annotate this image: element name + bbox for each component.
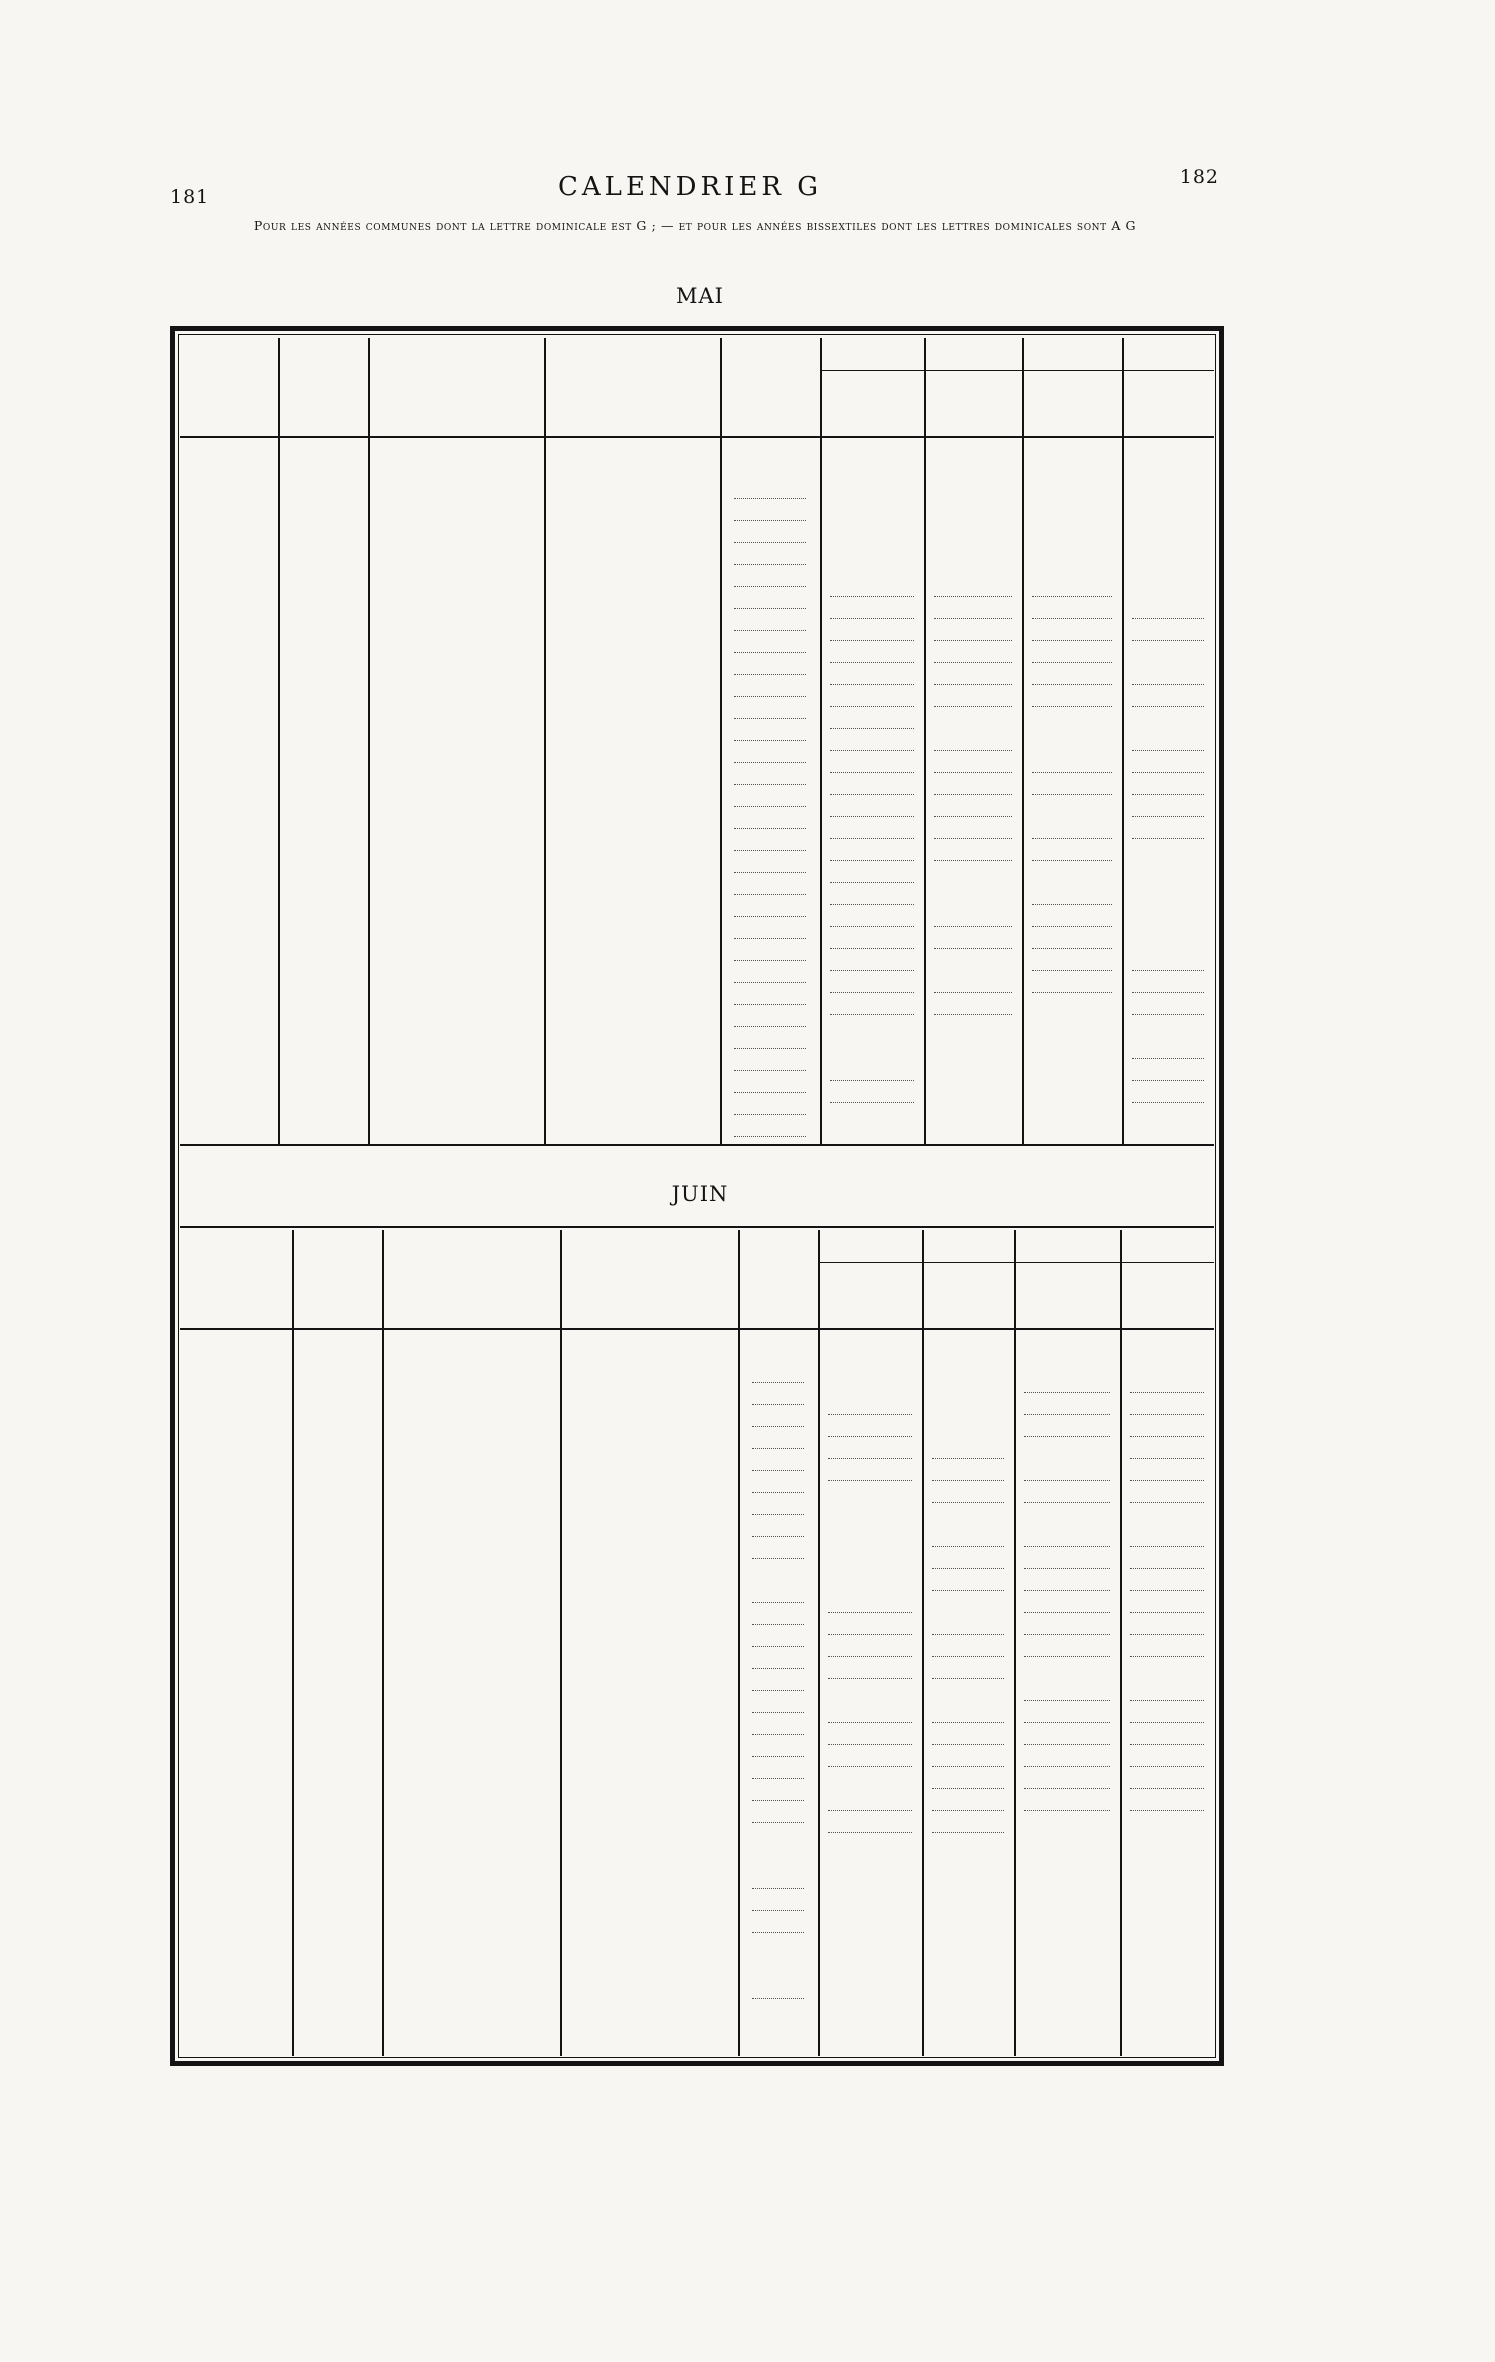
- dot-leader: [1130, 1634, 1204, 1635]
- dot-leader: [1130, 1810, 1204, 1811]
- dot-leader: [830, 1080, 914, 1081]
- dot-leader: [830, 970, 914, 971]
- dot-leader: [934, 662, 1012, 663]
- dot-leader: [1024, 1568, 1110, 1569]
- dot-leader: [1024, 1480, 1110, 1481]
- dot-leader: [1032, 684, 1112, 685]
- dot-leader: [1130, 1590, 1204, 1591]
- dot-leader: [734, 1048, 806, 1049]
- dot-leader: [734, 1070, 806, 1071]
- dot-leader: [932, 1502, 1004, 1503]
- dot-leader: [752, 1404, 804, 1405]
- divider: [180, 1144, 1214, 1146]
- dot-leader: [752, 1888, 804, 1889]
- dot-leader: [734, 894, 806, 895]
- dot-leader: [1032, 794, 1112, 795]
- dot-leader: [1024, 1810, 1110, 1811]
- dot-leader: [1024, 1656, 1110, 1657]
- dot-leader: [1032, 860, 1112, 861]
- dot-leader: [828, 1678, 912, 1679]
- dot-leader: [752, 1382, 804, 1383]
- dot-leader: [752, 1910, 804, 1911]
- dot-leader: [752, 1734, 804, 1735]
- dot-leader: [734, 564, 806, 565]
- dot-leader: [752, 1426, 804, 1427]
- dot-leader: [752, 1602, 804, 1603]
- table-row: [180, 1054, 1214, 1076]
- dot-leader: [1032, 596, 1112, 597]
- dot-leader: [1024, 1502, 1110, 1503]
- dot-leader: [830, 1014, 914, 1015]
- dot-leader: [1024, 1546, 1110, 1547]
- dot-leader: [752, 1448, 804, 1449]
- dot-leader: [734, 674, 806, 675]
- month-title-mai: MAI: [676, 284, 724, 308]
- table-row: [180, 460, 1214, 482]
- dot-leader: [1024, 1634, 1110, 1635]
- table-row: [180, 746, 1214, 768]
- table-row: [180, 1894, 1214, 1916]
- dot-leader: [934, 618, 1012, 619]
- table-row: [180, 504, 1214, 526]
- dot-leader: [828, 1832, 912, 1833]
- dot-leader: [1132, 1058, 1204, 1059]
- table-row: [180, 482, 1214, 504]
- dot-leader: [752, 1470, 804, 1471]
- dot-leader: [830, 948, 914, 949]
- dot-leader: [752, 1690, 804, 1691]
- header-rule: [820, 370, 1214, 371]
- dot-leader: [734, 960, 806, 961]
- divider: [180, 1226, 1214, 1228]
- dot-leader: [1024, 1788, 1110, 1789]
- dot-leader: [830, 750, 914, 751]
- dot-leader: [828, 1436, 912, 1437]
- table-row: [180, 1982, 1214, 2004]
- dot-leader: [752, 1756, 804, 1757]
- table-row: [180, 1454, 1214, 1476]
- dot-leader: [932, 1744, 1004, 1745]
- dot-leader: [830, 838, 914, 839]
- dot-leader: [1132, 838, 1204, 839]
- dot-leader: [828, 1480, 912, 1481]
- dot-leader: [1130, 1458, 1204, 1459]
- dot-leader: [1132, 1014, 1204, 1015]
- dot-leader: [830, 904, 914, 905]
- dot-leader: [934, 838, 1012, 839]
- table-mai: [180, 338, 1214, 1144]
- dot-leader: [1130, 1502, 1204, 1503]
- dot-leader: [734, 586, 806, 587]
- dot-leader: [830, 1102, 914, 1103]
- dot-leader: [1032, 662, 1112, 663]
- dot-leader: [934, 948, 1012, 949]
- table-row: [180, 1120, 1214, 1142]
- dot-leader: [1024, 1392, 1110, 1393]
- dot-leader: [734, 916, 806, 917]
- dot-leader: [828, 1458, 912, 1459]
- dot-leader: [734, 498, 806, 499]
- dot-leader: [1032, 838, 1112, 839]
- dot-leader: [734, 652, 806, 653]
- dot-leader: [734, 982, 806, 983]
- page-number-right: 182: [1179, 166, 1219, 188]
- table-row: [180, 878, 1214, 900]
- dot-leader: [1130, 1722, 1204, 1723]
- dot-leader: [752, 1514, 804, 1515]
- dot-leader: [1032, 926, 1112, 927]
- table-row: [180, 1366, 1214, 1388]
- dot-leader: [752, 1624, 804, 1625]
- dot-leader: [1130, 1744, 1204, 1745]
- dot-leader: [932, 1458, 1004, 1459]
- table-row: [180, 1032, 1214, 1054]
- dot-leader: [734, 718, 806, 719]
- dot-leader: [1032, 970, 1112, 971]
- header-rule: [818, 1262, 1214, 1263]
- dot-leader: [830, 794, 914, 795]
- dot-leader: [1130, 1568, 1204, 1569]
- table-row: [180, 548, 1214, 570]
- dot-leader: [1032, 904, 1112, 905]
- dot-leader: [752, 1668, 804, 1669]
- month-title-juin: JUIN: [671, 1182, 729, 1206]
- dot-leader: [734, 872, 806, 873]
- dot-leader: [932, 1634, 1004, 1635]
- dot-leader: [934, 1014, 1012, 1015]
- dot-leader: [828, 1414, 912, 1415]
- dot-leader: [734, 520, 806, 521]
- dot-leader: [1032, 618, 1112, 619]
- dot-leader: [830, 992, 914, 993]
- dot-leader: [1024, 1766, 1110, 1767]
- dot-leader: [1132, 1102, 1204, 1103]
- dot-leader: [1130, 1546, 1204, 1547]
- dot-leader: [1032, 706, 1112, 707]
- dot-leader: [1132, 706, 1204, 707]
- table-row: [180, 1344, 1214, 1366]
- table-row: [180, 1938, 1214, 1960]
- dot-leader: [1132, 992, 1204, 993]
- dot-leader: [1132, 750, 1204, 751]
- dot-leader: [752, 1646, 804, 1647]
- dot-leader: [1132, 970, 1204, 971]
- dot-leader: [934, 706, 1012, 707]
- dot-leader: [932, 1678, 1004, 1679]
- dot-leader: [932, 1546, 1004, 1547]
- dot-leader: [1132, 618, 1204, 619]
- table-row: [180, 1960, 1214, 1982]
- dot-leader: [830, 772, 914, 773]
- dot-leader: [828, 1634, 912, 1635]
- dot-leader: [934, 992, 1012, 993]
- dot-leader: [932, 1480, 1004, 1481]
- table-header: [180, 338, 1214, 438]
- dot-leader: [1130, 1436, 1204, 1437]
- dot-leader: [734, 1136, 806, 1137]
- dot-leader: [934, 684, 1012, 685]
- dot-leader: [1130, 1766, 1204, 1767]
- dot-leader: [1130, 1480, 1204, 1481]
- dot-leader: [828, 1744, 912, 1745]
- dot-leader: [752, 1998, 804, 1999]
- dot-leader: [1130, 1612, 1204, 1613]
- dot-leader: [828, 1810, 912, 1811]
- dot-leader: [830, 926, 914, 927]
- table-row: [180, 570, 1214, 592]
- dot-leader: [1032, 948, 1112, 949]
- dot-leader: [1130, 1788, 1204, 1789]
- dot-leader: [752, 1558, 804, 1559]
- dot-leader: [1024, 1700, 1110, 1701]
- dot-leader: [1032, 772, 1112, 773]
- dot-leader: [830, 882, 914, 883]
- dot-leader: [828, 1656, 912, 1657]
- dot-leader: [734, 608, 806, 609]
- dot-leader: [752, 1778, 804, 1779]
- page-subtitle: Pour les années communes dont la lettre dominicale est G ; — et pour les années bissextiles dont les lettres dominicales sont A G: [253, 218, 1137, 233]
- dot-leader: [830, 684, 914, 685]
- dot-leader: [734, 1092, 806, 1093]
- dot-leader: [1130, 1700, 1204, 1701]
- table-header: [180, 1230, 1214, 1330]
- table-row: [180, 1076, 1214, 1098]
- table-juin: [180, 1230, 1214, 2056]
- table-row: [180, 1674, 1214, 1696]
- dot-leader: [734, 938, 806, 939]
- dot-leader: [752, 1800, 804, 1801]
- dot-leader: [752, 1492, 804, 1493]
- dot-leader: [830, 816, 914, 817]
- dot-leader: [932, 1810, 1004, 1811]
- dot-leader: [734, 1114, 806, 1115]
- table-row: [180, 1850, 1214, 1872]
- dot-leader: [1032, 992, 1112, 993]
- dot-leader: [1024, 1722, 1110, 1723]
- dot-leader: [1130, 1392, 1204, 1393]
- dot-leader: [830, 860, 914, 861]
- dot-leader: [830, 640, 914, 641]
- dot-leader: [830, 728, 914, 729]
- dot-leader: [828, 1722, 912, 1723]
- table-row: [180, 1098, 1214, 1120]
- table-row: [180, 1828, 1214, 1850]
- dot-leader: [734, 1004, 806, 1005]
- dot-leader: [934, 926, 1012, 927]
- dot-leader: [830, 596, 914, 597]
- dot-leader: [734, 828, 806, 829]
- dot-leader: [1024, 1612, 1110, 1613]
- dot-leader: [1024, 1436, 1110, 1437]
- dot-leader: [932, 1766, 1004, 1767]
- dot-leader: [1132, 772, 1204, 773]
- table-row: [180, 724, 1214, 746]
- table-row: [180, 812, 1214, 834]
- dot-leader: [934, 816, 1012, 817]
- dot-leader: [934, 750, 1012, 751]
- dot-leader: [828, 1766, 912, 1767]
- dot-leader: [830, 618, 914, 619]
- dot-leader: [734, 696, 806, 697]
- dot-leader: [734, 630, 806, 631]
- dot-leader: [1024, 1414, 1110, 1415]
- dot-leader: [734, 806, 806, 807]
- dot-leader: [934, 772, 1012, 773]
- table-row: [180, 1520, 1214, 1542]
- dot-leader: [1132, 1080, 1204, 1081]
- dot-leader: [932, 1832, 1004, 1833]
- table-row: [180, 1916, 1214, 1938]
- dot-leader: [1032, 640, 1112, 641]
- dot-leader: [934, 794, 1012, 795]
- dot-leader: [932, 1722, 1004, 1723]
- dot-leader: [1132, 816, 1204, 817]
- dot-leader: [830, 662, 914, 663]
- dot-leader: [1132, 640, 1204, 641]
- dot-leader: [934, 596, 1012, 597]
- dot-leader: [1130, 1414, 1204, 1415]
- dot-leader: [934, 860, 1012, 861]
- dot-leader: [1132, 684, 1204, 685]
- dot-leader: [752, 1712, 804, 1713]
- dot-leader: [830, 706, 914, 707]
- table-row: [180, 526, 1214, 548]
- dot-leader: [752, 1536, 804, 1537]
- dot-leader: [734, 542, 806, 543]
- dot-leader: [932, 1656, 1004, 1657]
- table-row: [180, 1872, 1214, 1894]
- dot-leader: [932, 1590, 1004, 1591]
- dot-leader: [734, 850, 806, 851]
- dot-leader: [1024, 1590, 1110, 1591]
- dot-leader: [1132, 794, 1204, 795]
- dot-leader: [934, 640, 1012, 641]
- dot-leader: [1024, 1744, 1110, 1745]
- dot-leader: [932, 1788, 1004, 1789]
- dot-leader: [932, 1568, 1004, 1569]
- page-title: CALENDRIER G: [558, 172, 822, 202]
- dot-leader: [752, 1822, 804, 1823]
- table-row: [180, 1010, 1214, 1032]
- dot-leader: [734, 740, 806, 741]
- dot-leader: [734, 1026, 806, 1027]
- dot-leader: [734, 762, 806, 763]
- dot-leader: [752, 1932, 804, 1933]
- dot-leader: [828, 1612, 912, 1613]
- page-number-left: 181: [170, 186, 210, 208]
- dot-leader: [1130, 1656, 1204, 1657]
- dot-leader: [734, 784, 806, 785]
